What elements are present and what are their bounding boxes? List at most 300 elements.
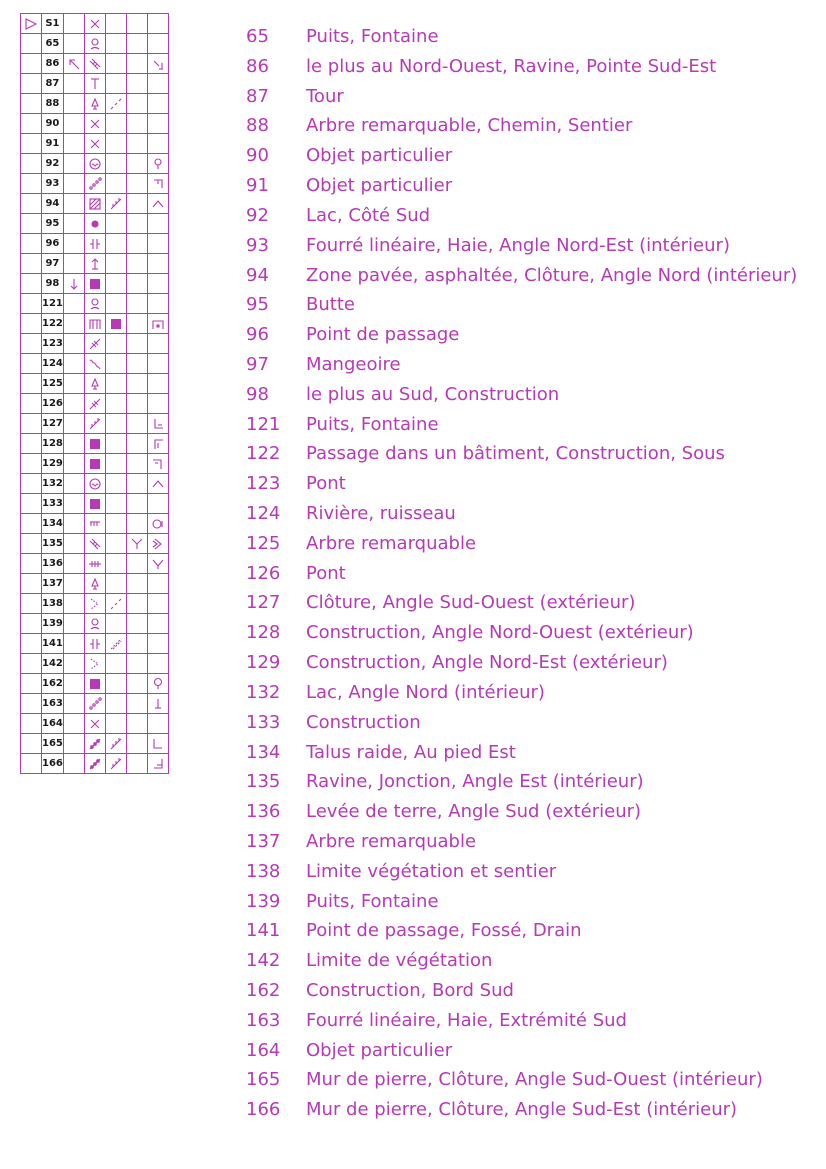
symbol-cell [84,154,105,174]
control-code: 97 [42,254,64,274]
control-sequence-cell [21,334,42,354]
symbol-cell [63,94,84,114]
legend-item [246,261,797,291]
symbol-cell [105,634,126,654]
control-row [21,34,169,54]
symbol-cell [126,734,147,754]
control-sequence-cell [21,734,42,754]
symbol-cell [84,34,105,54]
control-sequence-cell [21,554,42,574]
symbol-cell [63,74,84,94]
control-row [21,394,169,414]
symbol-cell [126,354,147,374]
legend-description: Levée de terre, Angle Sud (extérieur) [306,801,642,823]
symbol-cell [84,394,105,414]
symbol-cell [105,494,126,514]
control-sequence-cell [21,434,42,454]
control-code: 141 [42,634,64,654]
legend-description: Pont [306,473,346,495]
symbol-cell [126,674,147,694]
legend-code: 126 [246,562,281,584]
legend-code: 136 [246,801,281,823]
symbol-cell [147,154,168,174]
symbol-cell [147,254,168,274]
legend-code: 137 [246,830,281,852]
control-sequence-cell [21,294,42,314]
control-row [21,514,169,534]
legend-description: Objet particulier [306,1039,453,1061]
control-sequence-cell [21,574,42,594]
symbol-cell [63,374,84,394]
tree-icon [88,577,102,591]
symbol-cell [147,694,168,714]
control-sequence-cell [21,454,42,474]
legend-item [246,52,797,82]
symbol-cell [84,754,105,774]
symbol-cell [126,214,147,234]
legend-item [246,916,797,946]
control-row [21,634,169,654]
corner-n-icon [151,477,165,491]
under-icon [151,317,165,331]
control-sequence-cell [21,694,42,714]
legend-code: 166 [246,1099,281,1121]
control-row [21,214,169,234]
legend-code: 65 [246,26,269,47]
control-row [21,194,169,214]
legend-description: Passage dans un bâtiment, Construction, Sous [306,443,725,465]
control-sequence-cell [21,214,42,234]
legend-description: Point de passage, Fossé, Drain [306,920,582,942]
well-icon [88,297,102,311]
legend-code: 123 [246,473,281,495]
symbol-cell [105,434,126,454]
symbol-cell [105,114,126,134]
symbol-cell [126,94,147,114]
control-code: S1 [42,14,64,34]
legend-item [246,857,797,887]
symbol-cell [63,154,84,174]
arrow-s-icon [67,277,81,291]
legend-item [246,1036,797,1066]
symbol-cell [84,334,105,354]
control-row [21,714,169,734]
legend-code: 98 [246,383,269,405]
symbol-cell [105,514,126,534]
symbol-cell [105,474,126,494]
legend-description: Mur de pierre, Clôture, Angle Sud-Ouest (intérieur) [306,1069,763,1091]
legend-code: 163 [246,1009,281,1031]
well-icon [88,37,102,51]
corner-se-in-icon [151,757,165,771]
symbol-cell [147,114,168,134]
symbol-cell [63,294,84,314]
symbol-cell [105,194,126,214]
legend-code: 135 [246,771,281,793]
legend-code: 141 [246,920,281,942]
legend-item [246,82,797,112]
legend-description: Construction, Bord Sud [306,980,514,1001]
symbol-cell [105,154,126,174]
legend-item [246,350,797,380]
control-row [21,414,169,434]
symbol-cell [147,674,168,694]
crossing-icon [88,637,102,651]
crossing-icon [88,237,102,251]
lake-icon [88,157,102,171]
stone-wall-icon [88,757,102,771]
symbol-cell [63,654,84,674]
symbol-cell [63,334,84,354]
symbol-cell [105,714,126,734]
symbol-cell [105,174,126,194]
symbol-cell [63,714,84,734]
corner-sw-out-icon [151,417,165,431]
symbol-cell [63,354,84,374]
legend-item [246,708,797,738]
symbol-cell [84,674,105,694]
symbol-cell [126,254,147,274]
symbol-cell [147,94,168,114]
start-triangle-icon [24,17,38,31]
legend-description: Arbre remarquable [306,830,477,852]
symbol-cell [126,174,147,194]
symbol-cell [84,254,105,274]
control-code: 94 [42,194,64,214]
control-sequence-cell [21,414,42,434]
symbol-cell [126,514,147,534]
symbol-cell [105,34,126,54]
symbol-cell [105,254,126,274]
symbol-cell [84,454,105,474]
symbol-cell [105,734,126,754]
control-code: 133 [42,494,64,514]
symbol-cell [105,654,126,674]
symbol-cell [147,74,168,94]
control-code: 90 [42,114,64,134]
symbol-cell [105,454,126,474]
symbol-cell [105,294,126,314]
symbol-cell [105,534,126,554]
control-code: 98 [42,274,64,294]
legend-code: 92 [246,204,269,226]
control-row [21,134,169,154]
edge-s-icon [151,677,165,691]
fence-icon [109,737,123,751]
legend-description: Objet particulier [306,175,453,197]
veg-boundary-icon [88,657,102,671]
legend-code: 86 [246,55,269,77]
legend-code: 88 [246,115,269,137]
symbol-cell [147,514,168,534]
symbol-cell [126,14,147,34]
control-sequence-cell [21,134,42,154]
control-code: 95 [42,214,64,234]
legend-item [246,111,797,141]
symbol-cell [105,94,126,114]
symbol-cell [105,574,126,594]
legend-code: 162 [246,980,281,1001]
legend-description: Limite de végétation [306,950,493,972]
symbol-cell [84,734,105,754]
symbol-cell [147,594,168,614]
arrow-nw-icon [67,57,81,71]
legend-description: Limite végétation et sentier [306,860,557,882]
legend-description: Pont [306,562,346,584]
control-row [21,174,169,194]
symbol-cell [126,34,147,54]
control-code: 126 [42,394,64,414]
symbol-cell [63,474,84,494]
symbol-cell [147,654,168,674]
legend-description: Zone pavée, asphaltée, Clôture, Angle Nord (intérieur) [306,264,798,286]
control-code: 162 [42,674,64,694]
legend-description: Lac, Côté Sud [306,204,431,226]
control-row [21,594,169,614]
legend-code: 97 [246,353,269,375]
fence-icon [109,757,123,771]
symbol-cell [126,634,147,654]
control-row [21,254,169,274]
symbol-cell [63,314,84,334]
symbol-cell [147,394,168,414]
symbol-cell [105,754,126,774]
symbol-cell [147,454,168,474]
symbol-cell [63,754,84,774]
symbol-cell [105,614,126,634]
symbol-cell [147,494,168,514]
legend-item [246,1006,797,1036]
control-sequence-cell [21,654,42,674]
legend-item [246,678,797,708]
control-code: 91 [42,134,64,154]
control-row [21,494,169,514]
legend-item [246,618,797,648]
symbol-cell [126,374,147,394]
control-sequence-cell [21,54,42,74]
symbol-cell [63,514,84,534]
legend-item [246,439,797,469]
legend-item [246,141,797,171]
symbol-cell [105,334,126,354]
legend-description: Point de passage [306,324,460,346]
legend-code: 96 [246,324,269,346]
legend-item [246,1065,797,1095]
symbol-cell [147,634,168,654]
path-icon [109,97,123,111]
control-sequence-cell [21,714,42,734]
control-code: 136 [42,554,64,574]
control-row [21,114,169,134]
legend-code: 134 [246,741,281,763]
control-sequence-cell [21,674,42,694]
control-sequence-cell [21,194,42,214]
control-code: 123 [42,334,64,354]
legend-code: 93 [246,234,269,256]
control-sequence-cell [21,154,42,174]
symbol-cell [147,174,168,194]
symbol-cell [147,574,168,594]
symbol-cell [63,554,84,574]
stone-wall-icon [88,737,102,751]
legend-description: Mangeoire [306,353,401,375]
legend-item [246,171,797,201]
legend-description: Butte [306,294,355,316]
stream-icon [88,357,102,371]
control-code: 166 [42,754,64,774]
symbol-cell [105,694,126,714]
symbol-cell [84,534,105,554]
symbol-cell [126,454,147,474]
symbol-cell [126,74,147,94]
symbol-cell [126,274,147,294]
legend-item [246,887,797,917]
symbol-cell [63,674,84,694]
control-row [21,314,169,334]
control-code: 87 [42,74,64,94]
control-row [21,74,169,94]
symbol-cell [105,74,126,94]
building-icon [88,677,102,691]
legend-item [246,559,797,589]
control-code: 165 [42,734,64,754]
symbol-cell [126,314,147,334]
legend-description: Puits, Fontaine [306,26,439,47]
symbol-cell [105,374,126,394]
symbol-cell [84,274,105,294]
symbol-cell [126,394,147,414]
control-row [21,654,169,674]
lake-icon [88,477,102,491]
control-row [21,734,169,754]
hedge-icon [88,697,102,711]
control-row [21,474,169,494]
control-row [21,274,169,294]
legend-item [246,946,797,976]
control-code: 128 [42,434,64,454]
legend-code: 128 [246,622,281,644]
symbol-cell [63,194,84,214]
legend-item [246,320,797,350]
control-sequence-cell [21,74,42,94]
legend-description: Rivière, ruisseau [306,503,456,524]
symbol-cell [147,34,168,54]
legend-item [246,648,797,678]
path-icon [109,597,123,611]
passage-icon [88,317,102,331]
control-row [21,14,169,34]
symbol-cell [147,534,168,554]
symbol-cell [126,474,147,494]
control-sequence-cell [21,254,42,274]
symbol-cell [147,234,168,254]
symbol-cell [84,234,105,254]
control-row [21,434,169,454]
control-row [21,754,169,774]
legend-code: 165 [246,1069,281,1091]
symbol-cell [84,174,105,194]
control-code: 93 [42,174,64,194]
control-sequence-cell [21,754,42,774]
symbol-cell [84,294,105,314]
symbol-cell [147,134,168,154]
symbol-cell [84,74,105,94]
symbol-cell [84,554,105,574]
symbol-cell [84,694,105,714]
symbol-cell [147,194,168,214]
symbol-cell [105,354,126,374]
legend-item [246,827,797,857]
symbol-cell [126,574,147,594]
corner-s-out-icon [151,557,165,571]
symbol-cell [147,14,168,34]
legend-item [246,738,797,768]
symbol-cell [105,674,126,694]
control-code: 142 [42,654,64,674]
building-icon [88,497,102,511]
symbol-cell [84,134,105,154]
symbol-cell [126,234,147,254]
control-code: 134 [42,514,64,534]
control-row [21,154,169,174]
legend-item [246,797,797,827]
legend-description: Fourré linéaire, Haie, Angle Nord-Est (intérieur) [306,234,730,256]
symbol-cell [126,754,147,774]
legend-description: le plus au Nord-Ouest, Ravine, Pointe Sud-Est [306,55,717,77]
control-sequence-cell [21,634,42,654]
control-code: 163 [42,694,64,714]
control-code: 138 [42,594,64,614]
corner-se-icon [151,57,165,71]
control-sequence-cell [21,174,42,194]
legend-item [246,529,797,559]
symbol-cell [63,634,84,654]
symbol-cell [126,654,147,674]
cross-icon [88,117,102,131]
control-code: 121 [42,294,64,314]
symbol-cell [63,394,84,414]
symbol-cell [63,274,84,294]
symbol-cell [105,54,126,74]
control-row [21,674,169,694]
fence-icon [88,417,102,431]
legend-description: Mur de pierre, Clôture, Angle Sud-Est (intérieur) [306,1099,738,1121]
control-sequence-cell [21,394,42,414]
legend-description: le plus au Sud, Construction [306,383,560,405]
symbol-cell [126,714,147,734]
symbol-cell [105,414,126,434]
symbol-cell [84,14,105,34]
symbol-cell [126,134,147,154]
symbol-cell [105,554,126,574]
tower-icon [88,77,102,91]
legend-code: 133 [246,711,281,733]
control-code: 86 [42,54,64,74]
veg-boundary-icon [88,597,102,611]
control-row [21,94,169,114]
bridge-icon [88,337,102,351]
symbol-cell [105,214,126,234]
symbol-cell [105,234,126,254]
legend-description: Arbre remarquable [306,532,477,554]
tree-icon [88,97,102,111]
ravine-icon [88,57,102,71]
legend-code: 124 [246,503,281,524]
control-row [21,554,169,574]
control-row [21,694,169,714]
control-code: 65 [42,34,64,54]
symbol-cell [63,734,84,754]
